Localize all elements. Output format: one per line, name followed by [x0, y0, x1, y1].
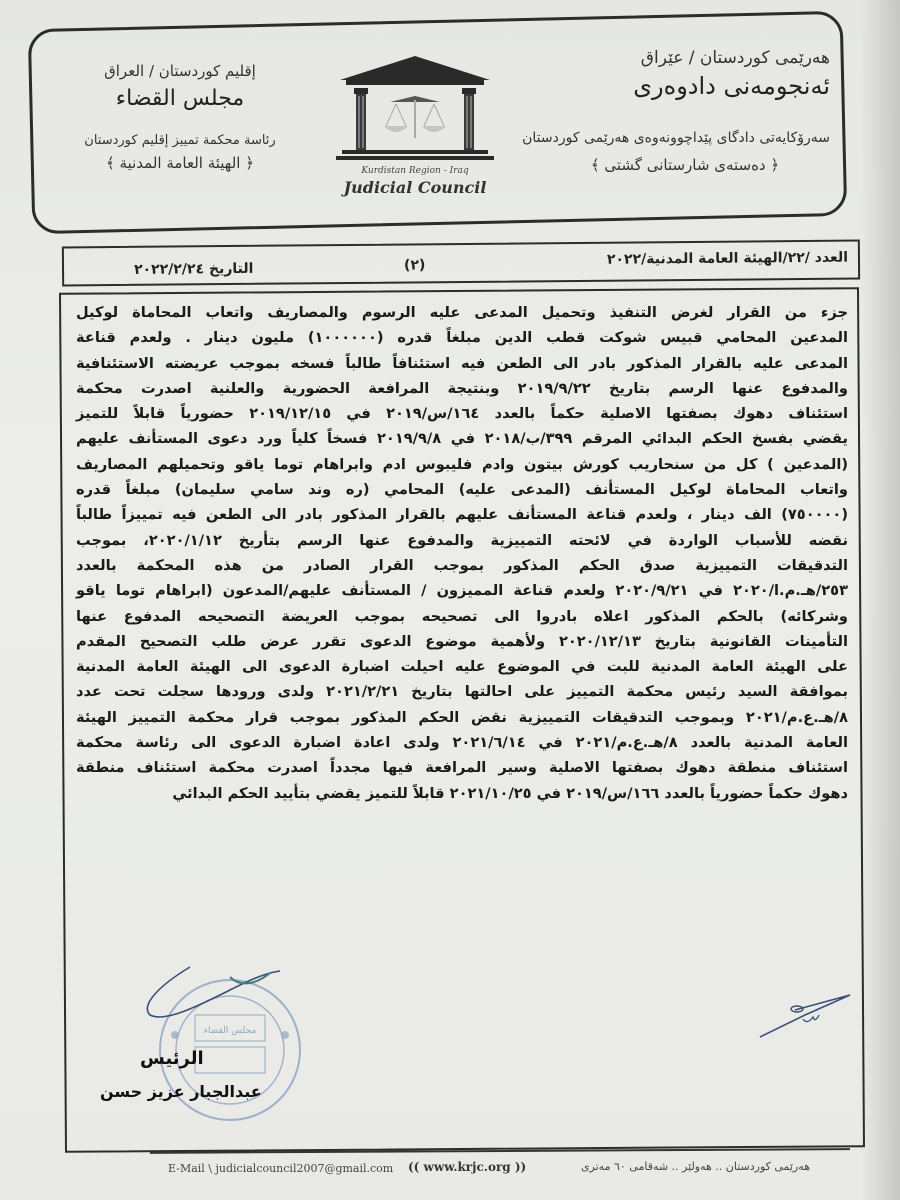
text-line: بموافقة السيد رئيس محكمة التمييز على احالتها بتاريخ ٢٠٢١/٢/٢١ ولدى ورودها سجلت تحت عدد: [76, 683, 848, 701]
arabic-region: إقليم كوردستان / العراق: [104, 62, 256, 80]
text-line: واتعاب المحاماة لوكيل المستأنف (المدعى عليه) المحامي (ره وند سامي سليمان) مبلغاً قدره: [76, 481, 848, 499]
text-line: المدعى عليه بالقرار المذكور بادر الى الطعن فيه استئنافاً طالباً فسخه بموجب عريضته الاستئنافية: [76, 354, 848, 372]
signer-title: الرئيس: [140, 1048, 204, 1069]
footer-email[interactable]: E-Mail \ judicialcouncil2007@gmail.com: [168, 1162, 394, 1175]
text-line: على الهيئة العامة المدنية للبت في الموضوع عليه احيلت اضبارة الدعوى الى الهيئة العامة المدنية: [76, 658, 848, 676]
reference-number: العدد /٢٢/الهيئة العامة المدنية/٢٠٢٢: [606, 249, 849, 268]
kurdish-region: هەرێمی كوردستان / عێراق: [640, 48, 830, 68]
arabic-presidency: رئاسة محكمة تمييز إقليم كوردستان: [84, 133, 276, 148]
logo-subtitle: Kurdistan Region - Iraq: [361, 166, 469, 176]
arabic-panel: ﴿ الهيئة العامة المدنية ﴾: [105, 154, 255, 172]
judicial-council-logo: [330, 50, 500, 200]
decision-text: [76, 300, 848, 806]
signature-scribble-icon: [120, 965, 290, 1025]
footer-address: هەرێمی كوردستان .. هەولێر .. شەقامی ٦٠ مەتری: [580, 1160, 810, 1173]
signer-name: عبدالجبار عزيز حسن: [100, 1082, 262, 1101]
letterhead-arabic: [60, 62, 300, 172]
text-line: التأمينات القانونية بتاريخ ٢٠٢٠/١٢/١٣ ولأهمية موضوع الدعوى تقرر عرض طلب التصحيح المقدم: [76, 632, 848, 650]
footer: [150, 1160, 850, 1180]
text-line: (٧٥٠٠٠٠) الف دينار ، ولعدم قناعة المستأنف عليهم بالقرار المذكور بادر الى الطعن فيه تمييزاً طالباً: [76, 506, 848, 524]
kurdish-council-name: ئەنجومەنی دادوەری: [633, 72, 830, 100]
page-number: (٢): [403, 257, 426, 274]
text-line: التدقيقات التمييزية صدق الحكم المذكور بموجب القرار الصادر من هذه المحكمة بالعدد: [76, 556, 848, 574]
reference-date: التاريخ ٢٠٢٢/٢/٢٤: [133, 260, 254, 278]
text-line: استئناف منطقة دهوك بصفتها الاصلية وسير المرافعة فيها مجدداً اصدرت محكمة استئناف منطقة: [76, 759, 848, 777]
text-line: المدعين المحامي قبيس شوكت قطب الدين مبلغاً قدره (١٠٠٠٠٠٠) مليون دينار . ولعدم قناعة: [76, 329, 848, 347]
text-line: وشركائه) بالحكم المذكور اعلاه بادروا الى تصحيحه بموجب العريضة التصحيحه المدفوع عنها: [76, 607, 848, 625]
kurdish-panel: ﴿ دەستەی شارستانی گشتی ﴾: [590, 156, 780, 174]
text-line: جزء من القرار لغرض التنفيذ وتحميل المدعى عليه الرسوم والمصاريف واتعاب المحاماة لوكيل: [76, 304, 848, 321]
logo-title: Judicial Council: [343, 178, 487, 197]
text-line: نقضه للأسباب الواردة في لائحته التمييزية والمدفوع عنها الرسم بتأريخ ٢٠٢٠/١/١٢، بموجب: [76, 531, 848, 549]
text-line: والمدفوع عنها الرسم بتاريخ ٢٠١٩/٩/٢٢ وبنتيجة المرافعة الحضورية والعلنية اصدرت محكمة: [76, 379, 848, 397]
text-line: (المدعين ) كل من سنحاريب كورش بيتون وادم فليبوس ادم وابراهام توما ياقو وتحميلهم المصاريف: [76, 455, 848, 473]
kurdish-presidency: سەرۆكایەتی دادگای پێداچوونەوەی هەرێمی كوردستان: [522, 130, 830, 146]
text-line: العامة المدنية بالعدد ٨/هـ.ع.م/٢٠٢١ في ٢٠٢١/٦/١٤ ولدى اعادة اضبارة الدعوى الى رئاسة محكمة: [76, 734, 848, 752]
reference-bar: [62, 240, 860, 287]
footer-website[interactable]: (( www.krjc.org )): [408, 1160, 527, 1174]
text-line: ٨/هـ.ع.م/٢٠٢١ وبموجب التدقيقات التمييزية نقض الحكم المذكور بموجب قرار محكمة التمييز الهيئة: [76, 708, 848, 726]
text-line: يقضي بفسخ الحكم البدائي المرقم ٣٩٩/ب/٢٠١٨ في ٢٠١٩/٩/٨ فسخاً كلياً ورد دعوى المستأنف عليهم: [76, 430, 849, 448]
text-line: استئناف دهوك بصفتها الاصلية حكماً بالعدد ١٦٤/س/٢٠١٩ في ٢٠١٩/١٢/١٥ حضورياً قابلاً للتميز: [76, 405, 849, 423]
text-line: دهوك حكماً حضورياً بالعدد ١٦٦/س/٢٠١٩ في ٢٠٢١/١٠/٢٥ قابلاً للتميز يقضي بتأييد الحكم البدائي: [172, 784, 848, 802]
right-signature-icon: [755, 985, 865, 1045]
text-line: ٢٥٣/هـ.م.ا/٢٠٢٠ في ٢٠٢٠/٩/٢١ ولعدم قناعة المميزون / المستأنف عليهم/المدعون (ابراهام توما ياقو: [76, 582, 848, 600]
arabic-council-name: مجلس القضاء: [115, 86, 245, 111]
letterhead-kurdish: [510, 48, 830, 174]
page-shadow: [860, 0, 900, 1200]
stamp-text: مجلس القضاء: [203, 1026, 257, 1036]
courthouse-scales-icon: [330, 50, 500, 160]
